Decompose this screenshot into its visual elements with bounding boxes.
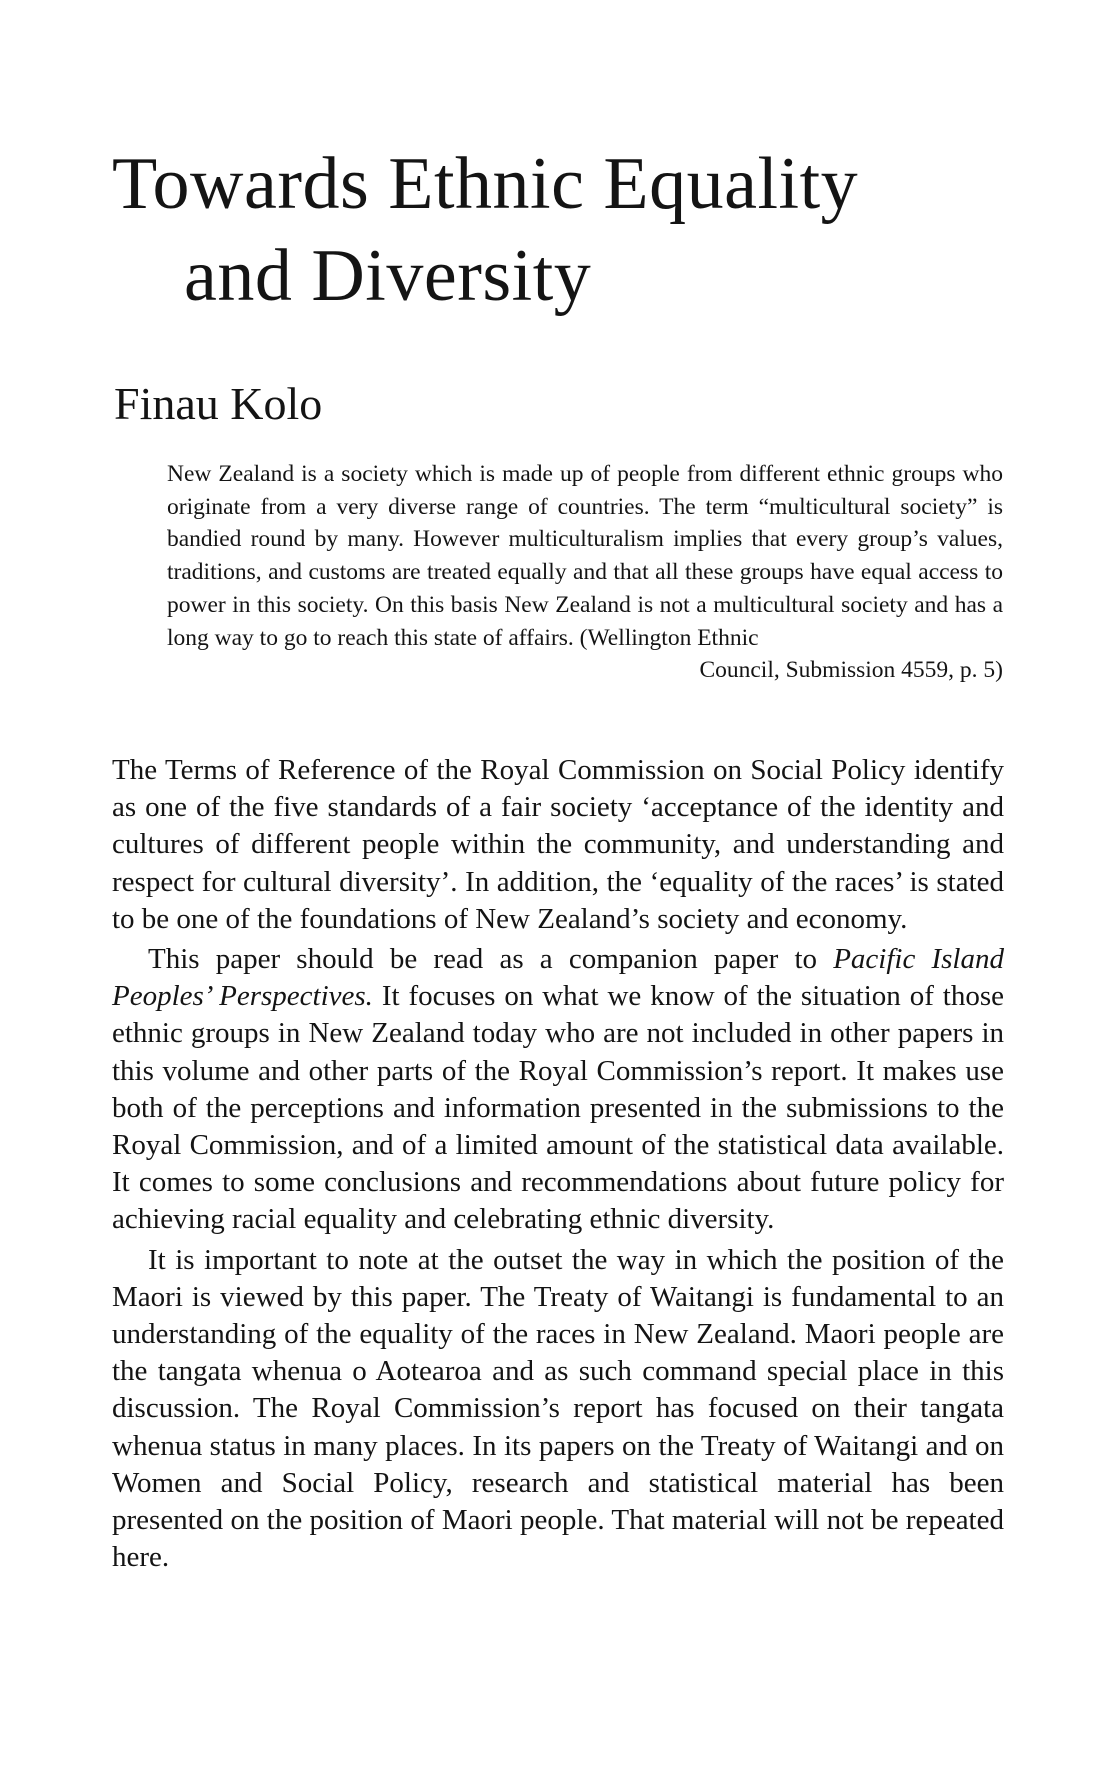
paragraph-1: The Terms of Reference of the Royal Commission on Social Policy identify as one of the five standards of a fair society ‘acceptance of the identity and cultures of different people within the community, and understanding and respect for cultural diversity’. In addition, the ‘equality of the races’ is stated to be one of the foundations of New Zealand’s society and economy. [112, 754, 1004, 935]
body-text [112, 752, 1004, 1579]
paragraph-2-text-start: This paper should be read as a companion paper to [148, 943, 834, 976]
epigraph-quote [167, 458, 1003, 687]
title-line-2: and Diversity [184, 235, 592, 317]
paragraph-2-italic-title: Pacific Island Peoples’ Perspectives. [112, 943, 1004, 1013]
epigraph-citation: Council, Submission 4559, p. 5) [699, 657, 1003, 684]
epigraph-text: New Zealand is a society which is made up of people from different ethnic groups who originate from a very diverse range of countries. The term “multicultural society” is bandied round by many. However multiculturalism implies that every group’s values, traditions, and customs are treated equally and that all these groups have equal access to power in this society. On this basis New Zealand is not a multicultural society and has a long way to go to reach this state of affairs. (Wellington Ethnic [167, 461, 1003, 651]
paragraph-3: It is important to note at the outset the way in which the position of the Maori is viewed by this paper. The Treaty of Waitangi is fundamental to an understanding of the equality of the races in New Zealand. Maori people are the tangata whenua o Aotearoa and as such command special place in this discussion. The Royal Commission’s report has focused on their tangata whenua status in many places. In its papers on the Treaty of Waitangi and on Women and Social Policy, research and statistical material has been presented on the position of Maori people. That material will not be repeated here. [112, 1243, 1004, 1574]
author-name: Finau Kolo [114, 378, 323, 429]
paragraph-2 [112, 941, 1004, 1239]
paragraph-2-text-end: It focuses on what we know of the situation of those ethnic groups in New Zealand today who are not included in other papers in this volume and other parts of the Royal Commission’s report. It makes use both of the perceptions and information presented in the submissions to the Royal Commission, and of a limited amount of the statistical data available. It comes to some conclusions and recommendations about future policy for achieving racial equality and celebrating ethnic diversity. [112, 980, 1004, 1236]
title-line-1: Towards Ethnic Equality [112, 143, 859, 225]
page-title [112, 138, 858, 322]
